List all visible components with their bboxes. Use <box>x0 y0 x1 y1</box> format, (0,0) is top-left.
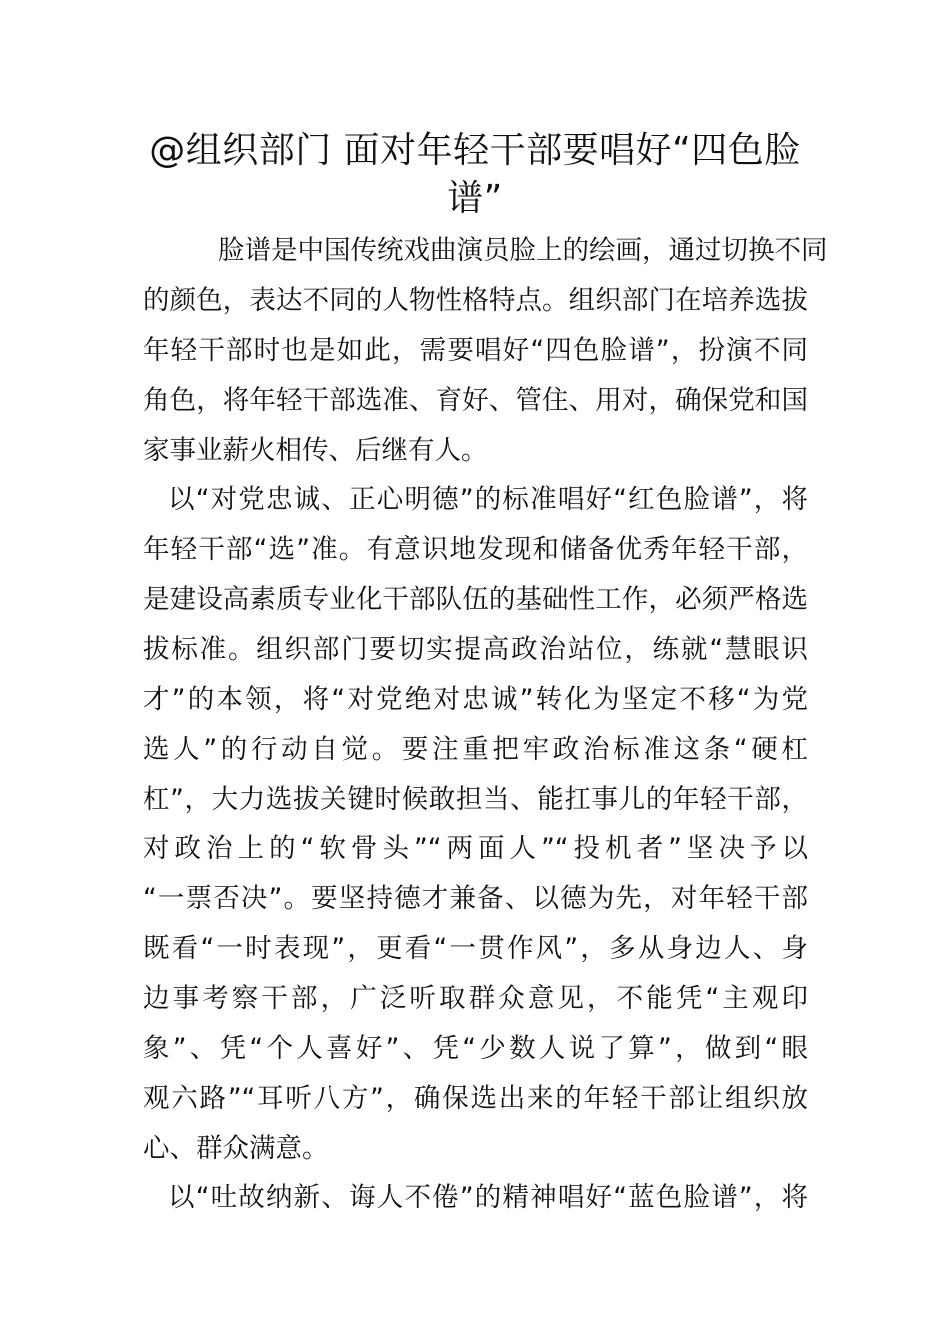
paragraph-line: 心、群众满意。 <box>143 1133 329 1164</box>
paragraph-line: 既看“一时表现”，更看“一贯作风”，多从身边人、身 <box>143 933 808 964</box>
document-title-line-2: 谱” <box>447 178 503 219</box>
paragraph-line: 脸谱是中国传统戏曲演员脸上的绘画，通过切换不同 <box>218 235 828 266</box>
paragraph-line: 年轻干部时也是如此，需要唱好“四色脸谱”，扮演不同 <box>143 335 808 366</box>
paragraph-line: 选人”的行动自觉。要注重把牢政治标准这条“硬杠 <box>143 734 808 765</box>
paragraph-line: 是建设高素质专业化干部队伍的基础性工作，必须严格选 <box>143 584 808 615</box>
paragraph-line: 家事业薪火相传、后继有人。 <box>143 435 488 466</box>
paragraph-line: “一票否决”。要坚持德才兼备、以德为先，对年轻干部 <box>143 883 808 914</box>
paragraph-line: 以“对党忠诚、正心明德”的标准唱好“红色脸谱”，将 <box>168 484 808 515</box>
paragraph-line: 年轻干部“选”准。有意识地发现和储备优秀年轻干部， <box>143 534 808 565</box>
paragraph-line: 象”、凭“个人喜好”、凭“少数人说了算”，做到“眼 <box>143 1033 808 1064</box>
paragraph-line: 角色，将年轻干部选准、育好、管住、用对，确保党和国 <box>143 385 808 416</box>
paragraph-line: 对政治上的“软骨头”“两面人”“投机者”坚决予以 <box>143 833 808 864</box>
paragraph-line: 拔标准。组织部门要切实提高政治站位，练就“慧眼识 <box>143 634 808 665</box>
paragraph-line: 的颜色，表达不同的人物性格特点。组织部门在培养选拔 <box>143 285 808 316</box>
paragraph-line: 杠”，大力选拔关键时候敢担当、能扛事儿的年轻干部， <box>143 784 808 815</box>
paragraph-line: 边事考察干部，广泛听取群众意见，不能凭“主观印 <box>143 983 808 1014</box>
document-title-line-1: @组织部门 面对年轻干部要唱好“四色脸 <box>149 130 801 171</box>
paragraph-line: 观六路”“耳听八方”，确保选出来的年轻干部让组织放 <box>143 1083 808 1114</box>
paragraph-line: 以“吐故纳新、诲人不倦”的精神唱好“蓝色脸谱”，将 <box>168 1182 808 1213</box>
paragraph-line: 才”的本领，将“对党绝对忠诚”转化为坚定不移“为党 <box>143 684 808 715</box>
